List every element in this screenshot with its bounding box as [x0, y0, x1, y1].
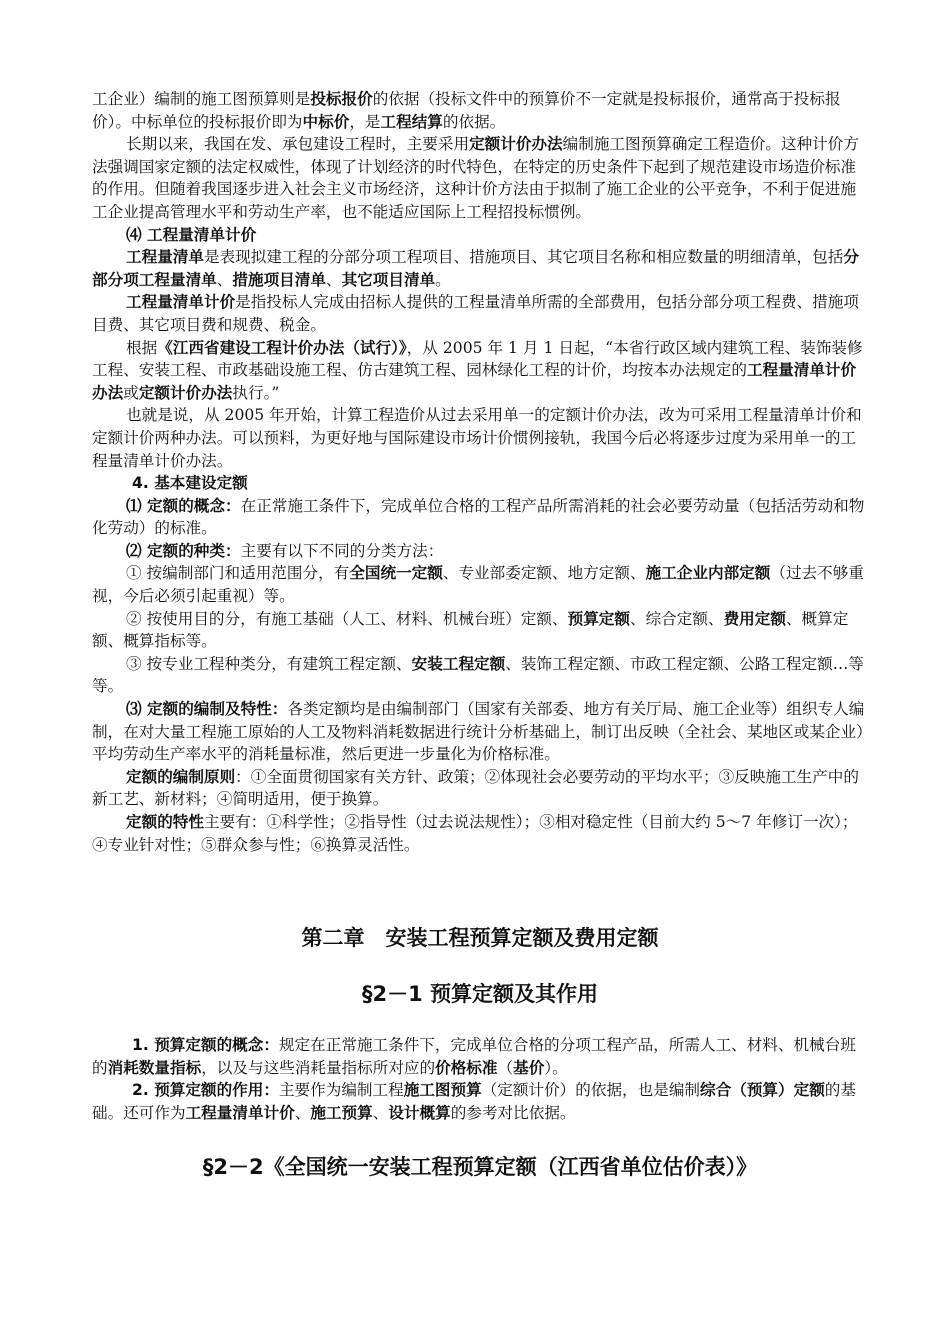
document-page: [92, 88, 868, 1181]
section-title-2-1: §2－1 预算定额及其作用: [361, 982, 599, 1007]
paragraph-quota-types: ⑵ 定额的种类：主要有以下不同的分类方法：: [126, 541, 444, 560]
chapter-title: 第二章 安装工程预算定额及费用定额: [301, 926, 659, 951]
paragraph-quota-characteristics: 定额的特性主要有：①科学性；②指导性（过去说法规性）；③相对稳定性（目前大约 5～7 年修订一次）；④专业针对性；⑤群众参与性；⑥换算灵活性。: [92, 813, 858, 854]
paragraph-compilation-principles: 定额的编制原则：①全面贯彻国家有关方针、政策；②体现社会必要劳动的平均水平；③反映施工生产中的新工艺、新材料；④简明适用，便于换算。: [92, 767, 859, 809]
section-title-2-2: §2－2《全国统一安装工程预算定额（江西省单位估价表）》: [202, 1154, 758, 1179]
paragraph-bill-of-quantities: 工程量清单是表现拟建工程的分部分项工程项目、措施项目、其它项目名称和相应数量的明细清单，包括分部分项工程量清单、措施项目清单、其它项目清单。: [92, 248, 859, 289]
paragraph-bill-pricing: 工程量清单计价是指投标人完成由招标人提供的工程量清单所需的全部费用，包括分部分项工程费、措施项目费、其它项目费和规费、税金。: [92, 293, 859, 334]
list-item-by-specialty: ③ 按专业工程种类分，有建筑工程定额、安装工程定额、装饰工程定额、市政工程定额、公路工程定额…等等。: [92, 654, 864, 696]
paragraph-jiangxi-method: 根据《江西省建设工程计价办法（试行）》，从 2005 年 1 月 1 日起，“本省行政区域内建筑工程、装饰装修工程、安装工程、市政基础设施工程、仿古建筑工程、园林绿化工程的计价，均按本办法规定的工程量清单计价办法或定额计价办法执行。”: [92, 338, 863, 402]
paragraph-quota-compilation: ⑶ 定额的编制及特性：各类定额均是由编制部门（国家有关部委、地方有关厅局、施工企业等）组织专人编制，在对大量工程施工原始的人工及物料消耗数据进行统计分析基础上，制订出反映（全社会、某地区或某企业）平均劳动生产率水平的消耗量标准，然后更进一步量化为价格标准。: [92, 700, 865, 764]
list-item-by-department: ① 按编制部门和适用范围分，有全国统一定额、专业部委定额、地方定额、施工企业内部定额（过去不够重视，今后必须引起重视）等。: [92, 564, 864, 606]
paragraph-quota-pricing-history: 长期以来，我国在发、承包建设工程时，主要采用定额计价办法编制施工图预算确定工程造价。这种计价方法强调国家定额的法定权威性，体现了计划经济的时代特色，在特定的历史条件下起到了规范建设市场造价标准的作用。但随着我国逐步进入社会主义市场经济，这种计价方法由于拟制了施工企业的公平竞争，不利于促进施工企业提高管理水平和劳动生产率，也不能适应国际上工程招投标惯例。: [92, 135, 859, 221]
list-item-by-purpose: ② 按使用目的分，有施工基础（人工、材料、机械台班）定额、预算定额、综合定额、费用定额、概算定额、概算指标等。: [92, 609, 849, 651]
paragraph-budget-quota-concept: 1. 预算定额的概念：规定在正常施工条件下，完成单位合格的分项工程产品，所需人工、材料、机械台班的消耗数量指标，以及与这些消耗量指标所对应的价格标准（基价）。: [92, 1036, 856, 1077]
heading-bill-of-quantities: ⑷ 工程量清单计价: [126, 225, 257, 244]
paragraph-since-2005: 也就是说，从 2005 年开始，计算工程造价从过去采用单一的定额计价办法，改为可采用工程量清单计价和定额计价两种办法。可以预料，为更好地与国际建设市场计价惯例接轨，我国今后必将逐步过度为采用单一的工程量清单计价办法。: [92, 406, 862, 470]
heading-basic-construction-quota: 4. 基本建设定额: [132, 474, 248, 493]
paragraph-quota-concept: ⑴ 定额的概念：在正常施工条件下，完成单位合格的工程产品所需消耗的社会必要劳动量（包括活劳动和物化劳动）的标准。: [92, 496, 865, 538]
paragraph-budget-quota-role: 2. 预算定额的作用：主要作为编制工程施工图预算（定额计价）的依据，也是编制综合（预算）定额的基础。还可作为工程量清单计价、施工预算、设计概算的参考对比依据。: [92, 1081, 856, 1122]
paragraph-bid-price: 工企业）编制的施工图预算则是投标报价的依据（投标文件中的预算价不一定就是投标报价，通常高于投标报价）。中标单位的投标报价即为中标价，是工程结算的依据。: [92, 90, 841, 131]
